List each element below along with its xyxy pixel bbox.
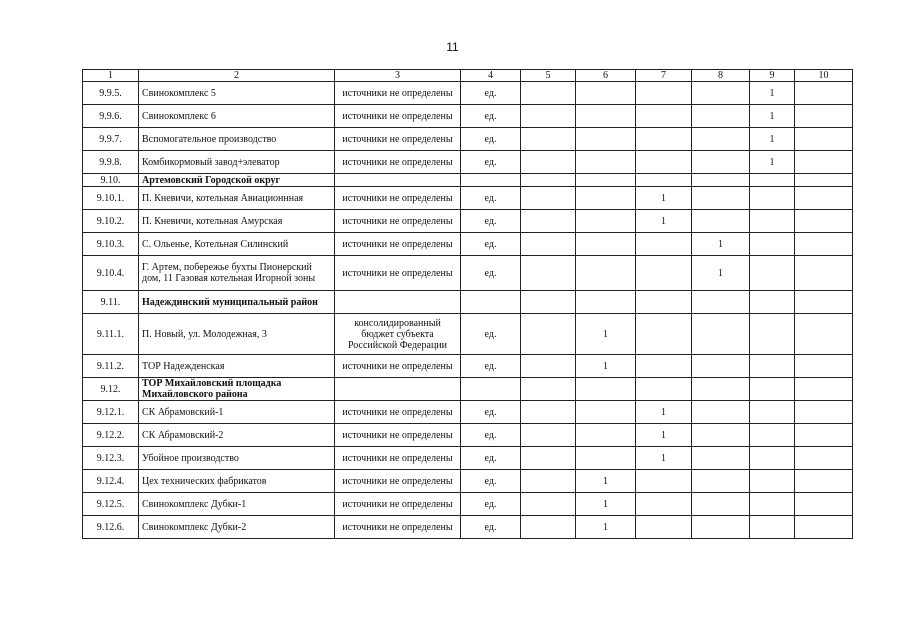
value-col-9 [750, 314, 795, 355]
value-col-5 [521, 210, 576, 233]
row-number: 9.9.7. [83, 128, 139, 151]
funding-source: источники не определены [335, 105, 461, 128]
value-col-9: 1 [750, 105, 795, 128]
header-cell-8: 8 [692, 70, 750, 82]
value-col-7: 1 [636, 447, 692, 470]
header-cell-10: 10 [795, 70, 853, 82]
investment-table [82, 69, 853, 539]
value-col-8 [692, 516, 750, 539]
row-number: 9.12. [83, 378, 139, 401]
value-col-8 [692, 314, 750, 355]
value-col-8 [692, 470, 750, 493]
header-cell-7: 7 [636, 70, 692, 82]
row-number: 9.10. [83, 174, 139, 187]
value-col-5 [521, 82, 576, 105]
funding-source: источники не определены [335, 256, 461, 291]
value-col-9 [750, 424, 795, 447]
unit: ед. [461, 401, 521, 424]
value-col-9 [750, 233, 795, 256]
value-col-7 [636, 82, 692, 105]
column-number-row [83, 70, 853, 82]
value-col-10 [795, 256, 853, 291]
object-name: Комбикормовый завод+элеватор [139, 151, 335, 174]
table-row [83, 105, 853, 128]
value-col-9 [750, 187, 795, 210]
row-number: 9.11.2. [83, 355, 139, 378]
row-number: 9.12.3. [83, 447, 139, 470]
value-col-6 [576, 424, 636, 447]
value-col-5 [521, 470, 576, 493]
row-number: 9.9.8. [83, 151, 139, 174]
object-name: СК Абрамовский-1 [139, 401, 335, 424]
funding-source [335, 378, 461, 401]
value-col-9 [750, 493, 795, 516]
unit: ед. [461, 516, 521, 539]
value-col-10 [795, 470, 853, 493]
row-number: 9.12.2. [83, 424, 139, 447]
value-col-9 [750, 378, 795, 401]
value-col-6 [576, 187, 636, 210]
value-col-7 [636, 105, 692, 128]
table-row [83, 516, 853, 539]
value-col-6 [576, 82, 636, 105]
value-col-8 [692, 187, 750, 210]
value-col-6: 1 [576, 516, 636, 539]
unit: ед. [461, 424, 521, 447]
value-col-6: 1 [576, 493, 636, 516]
value-col-10 [795, 378, 853, 401]
value-col-5 [521, 256, 576, 291]
value-col-10 [795, 291, 853, 314]
value-col-7: 1 [636, 187, 692, 210]
value-col-6 [576, 401, 636, 424]
table-row [83, 233, 853, 256]
value-col-9 [750, 291, 795, 314]
unit: ед. [461, 256, 521, 291]
table-row [83, 187, 853, 210]
object-name: П. Кневичи, котельная Авиационнная [139, 187, 335, 210]
object-name: Артемовский Городской округ [139, 174, 335, 187]
value-col-6 [576, 233, 636, 256]
object-name: Свинокомплекс 6 [139, 105, 335, 128]
value-col-8 [692, 82, 750, 105]
row-number: 9.10.1. [83, 187, 139, 210]
value-col-10 [795, 82, 853, 105]
object-name: СК Абрамовский-2 [139, 424, 335, 447]
row-number: 9.12.6. [83, 516, 139, 539]
table-row [83, 470, 853, 493]
table-row [83, 493, 853, 516]
table-row [83, 355, 853, 378]
value-col-10 [795, 493, 853, 516]
section-row [83, 291, 853, 314]
value-col-8 [692, 105, 750, 128]
value-col-10 [795, 210, 853, 233]
value-col-5 [521, 493, 576, 516]
value-col-6 [576, 151, 636, 174]
value-col-6 [576, 210, 636, 233]
object-name: П. Новый, ул. Молодежная, 3 [139, 314, 335, 355]
value-col-7 [636, 151, 692, 174]
value-col-8: 1 [692, 256, 750, 291]
funding-source: консолидированный бюджет субъекта Российской Федерации [335, 314, 461, 355]
value-col-7 [636, 355, 692, 378]
value-col-10 [795, 128, 853, 151]
value-col-5 [521, 128, 576, 151]
value-col-8 [692, 493, 750, 516]
value-col-5 [521, 447, 576, 470]
value-col-10 [795, 447, 853, 470]
unit: ед. [461, 210, 521, 233]
value-col-9 [750, 256, 795, 291]
object-name: Свинокомплекс Дубки-2 [139, 516, 335, 539]
funding-source: источники не определены [335, 151, 461, 174]
funding-source: источники не определены [335, 401, 461, 424]
row-number: 9.9.6. [83, 105, 139, 128]
value-col-7 [636, 291, 692, 314]
unit [461, 378, 521, 401]
value-col-8 [692, 401, 750, 424]
value-col-7 [636, 314, 692, 355]
header-cell-2: 2 [139, 70, 335, 82]
funding-source [335, 291, 461, 314]
row-number: 9.10.4. [83, 256, 139, 291]
object-name: Свинокомплекс Дубки-1 [139, 493, 335, 516]
value-col-6 [576, 105, 636, 128]
value-col-7: 1 [636, 210, 692, 233]
value-col-5 [521, 151, 576, 174]
unit: ед. [461, 151, 521, 174]
unit: ед. [461, 233, 521, 256]
funding-source: источники не определены [335, 233, 461, 256]
unit: ед. [461, 82, 521, 105]
table-row [83, 128, 853, 151]
value-col-5 [521, 378, 576, 401]
value-col-9 [750, 516, 795, 539]
value-col-8 [692, 128, 750, 151]
unit: ед. [461, 314, 521, 355]
object-name: П. Кневичи, котельная Амурская [139, 210, 335, 233]
value-col-9 [750, 470, 795, 493]
unit: ед. [461, 128, 521, 151]
unit [461, 174, 521, 187]
header-cell-4: 4 [461, 70, 521, 82]
value-col-9: 1 [750, 151, 795, 174]
funding-source: источники не определены [335, 210, 461, 233]
funding-source: источники не определены [335, 493, 461, 516]
table-row [83, 424, 853, 447]
unit: ед. [461, 493, 521, 516]
value-col-8 [692, 151, 750, 174]
value-col-7 [636, 378, 692, 401]
value-col-7 [636, 470, 692, 493]
header-cell-6: 6 [576, 70, 636, 82]
row-number: 9.9.5. [83, 82, 139, 105]
table-row [83, 82, 853, 105]
table-body [83, 70, 853, 539]
header-cell-9: 9 [750, 70, 795, 82]
value-col-9: 1 [750, 128, 795, 151]
value-col-10 [795, 401, 853, 424]
table-row [83, 151, 853, 174]
funding-source: источники не определены [335, 516, 461, 539]
header-cell-1: 1 [83, 70, 139, 82]
value-col-7: 1 [636, 424, 692, 447]
table-row [83, 447, 853, 470]
header-cell-5: 5 [521, 70, 576, 82]
value-col-6: 1 [576, 355, 636, 378]
value-col-5 [521, 174, 576, 187]
unit: ед. [461, 105, 521, 128]
object-name: С. Ольенье, Котельная Силинский [139, 233, 335, 256]
object-name: Свинокомплекс 5 [139, 82, 335, 105]
value-col-10 [795, 516, 853, 539]
funding-source: источники не определены [335, 447, 461, 470]
object-name: Убойное производство [139, 447, 335, 470]
value-col-7 [636, 256, 692, 291]
value-col-6: 1 [576, 470, 636, 493]
object-name: Вспомогательное производство [139, 128, 335, 151]
object-name: ТОР Надежденская [139, 355, 335, 378]
row-number: 9.12.5. [83, 493, 139, 516]
table-row [83, 314, 853, 355]
value-col-8 [692, 355, 750, 378]
value-col-8 [692, 424, 750, 447]
header-cell-3: 3 [335, 70, 461, 82]
row-number: 9.12.4. [83, 470, 139, 493]
value-col-9 [750, 174, 795, 187]
value-col-10 [795, 424, 853, 447]
value-col-6 [576, 447, 636, 470]
funding-source: источники не определены [335, 187, 461, 210]
page-number: 11 [446, 40, 459, 54]
funding-source: источники не определены [335, 82, 461, 105]
value-col-5 [521, 314, 576, 355]
row-number: 9.10.3. [83, 233, 139, 256]
section-row [83, 378, 853, 401]
value-col-6 [576, 256, 636, 291]
unit: ед. [461, 470, 521, 493]
value-col-5 [521, 291, 576, 314]
table-row [83, 256, 853, 291]
value-col-10 [795, 151, 853, 174]
funding-source [335, 174, 461, 187]
value-col-7 [636, 174, 692, 187]
value-col-10 [795, 174, 853, 187]
unit: ед. [461, 355, 521, 378]
value-col-7 [636, 233, 692, 256]
section-row [83, 174, 853, 187]
value-col-5 [521, 424, 576, 447]
value-col-8 [692, 291, 750, 314]
value-col-6 [576, 128, 636, 151]
value-col-9 [750, 210, 795, 233]
value-col-8: 1 [692, 233, 750, 256]
value-col-6 [576, 291, 636, 314]
value-col-10 [795, 355, 853, 378]
row-number: 9.10.2. [83, 210, 139, 233]
value-col-5 [521, 233, 576, 256]
table-row [83, 401, 853, 424]
funding-source: источники не определены [335, 355, 461, 378]
funding-source: источники не определены [335, 424, 461, 447]
table-row [83, 210, 853, 233]
value-col-9 [750, 355, 795, 378]
value-col-7: 1 [636, 401, 692, 424]
value-col-7 [636, 516, 692, 539]
unit [461, 291, 521, 314]
row-number: 9.11. [83, 291, 139, 314]
value-col-7 [636, 128, 692, 151]
value-col-6: 1 [576, 314, 636, 355]
value-col-8 [692, 174, 750, 187]
value-col-9 [750, 401, 795, 424]
value-col-5 [521, 355, 576, 378]
object-name: Надеждинский муниципальный район [139, 291, 335, 314]
unit: ед. [461, 447, 521, 470]
value-col-8 [692, 378, 750, 401]
value-col-5 [521, 187, 576, 210]
value-col-5 [521, 105, 576, 128]
row-number: 9.12.1. [83, 401, 139, 424]
object-name: ТОР Михайловский площадка Михайловского района [139, 378, 335, 401]
value-col-8 [692, 447, 750, 470]
value-col-9: 1 [750, 82, 795, 105]
value-col-5 [521, 401, 576, 424]
value-col-10 [795, 187, 853, 210]
value-col-10 [795, 233, 853, 256]
value-col-6 [576, 378, 636, 401]
value-col-7 [636, 493, 692, 516]
value-col-8 [692, 210, 750, 233]
row-number: 9.11.1. [83, 314, 139, 355]
value-col-6 [576, 174, 636, 187]
funding-source: источники не определены [335, 470, 461, 493]
unit: ед. [461, 187, 521, 210]
value-col-10 [795, 314, 853, 355]
value-col-9 [750, 447, 795, 470]
object-name: Цех технических фабрикатов [139, 470, 335, 493]
funding-source: источники не определены [335, 128, 461, 151]
value-col-5 [521, 516, 576, 539]
object-name: Г. Артем, побережье бухты Пионерский дом, 11 Газовая котельная Игорной зоны [139, 256, 335, 291]
value-col-10 [795, 105, 853, 128]
